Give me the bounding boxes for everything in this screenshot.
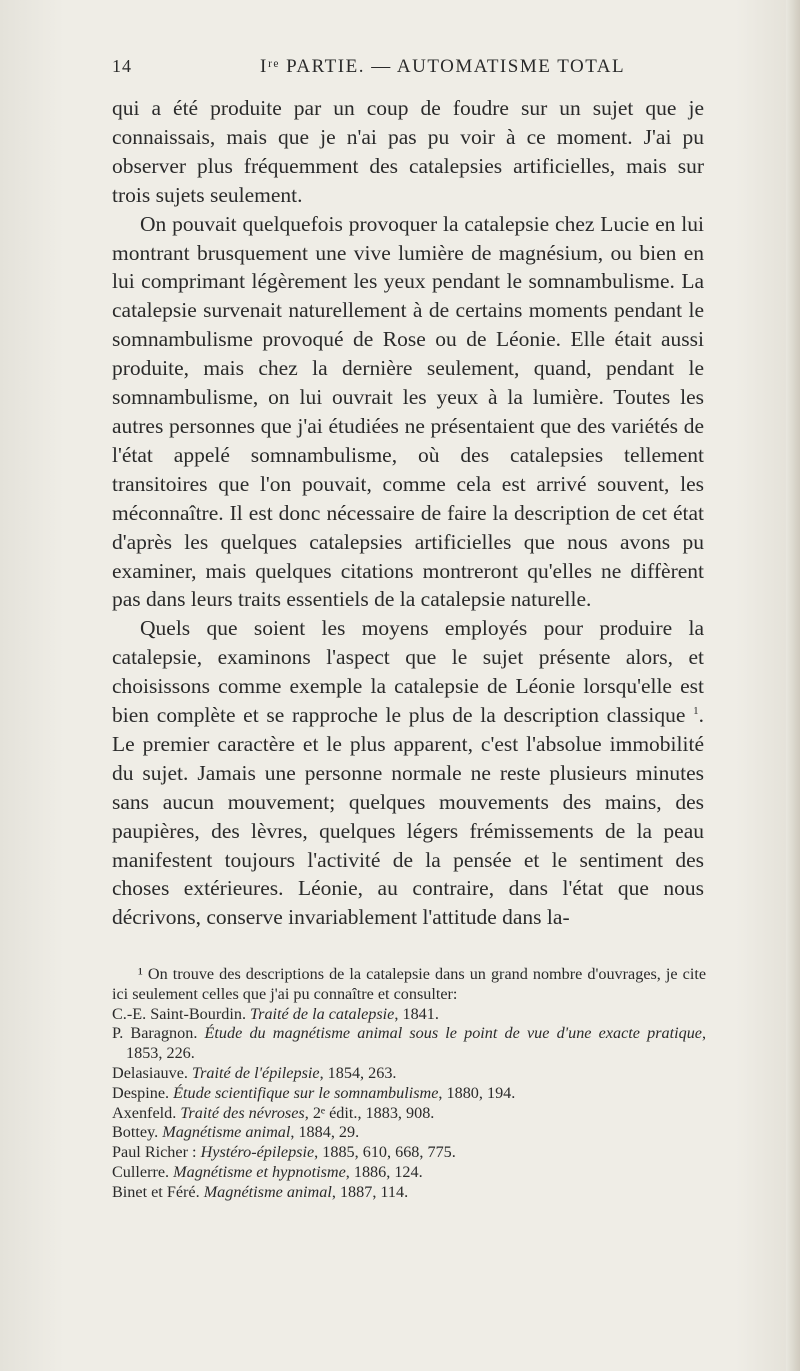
bibliography-entry: C.-E. Saint-Bourdin. Traité de la catalepsie, 1841. (112, 1004, 439, 1023)
paragraph-3 (112, 614, 704, 932)
footnote-reference-mark: 1 (693, 704, 699, 717)
running-header (112, 56, 712, 84)
footnote-intro (112, 965, 706, 1005)
paragraph-2: On pouvait quelquefois provoquer la catalepsie chez Lucie en lui montrant brusquement une vive lumière de magnésium, ou bien en lui comprimant légèrement les yeux pendant le somnambulisme. La catalepsie survenait naturellement à de certains moments pendant le somnambulisme provoqué de Rose ou de Léonie. Elle était aussi produite, mais chez la dernière seulement, quand, pendant le somnambulisme, on lui ouvrait les yeux à la lumière. Toutes les autres personnes que j'ai étudiées ne présentaient que des variétés de l'état appelé somnambulisme, où des catalepsies tellement transitoires que l'on pouvait, comme cela est arrivé souvent, les méconnaître. Il est donc nécessaire de faire la description de cet état d'après les quelques catalepsies artificielles que nous avons pu examiner, mais quelques citations montreront qu'elles ne diffèrent pas dans leurs traits essentiels de la catalepsie naturelle. (112, 211, 704, 612)
bibliography-entry: Delasiauve. Traité de l'épilepsie, 1854, 263. (112, 1063, 397, 1082)
page-number: 14 (112, 56, 132, 76)
bibliography-entry: Cullerre. Magnétisme et hypnotisme, 1886, 124. (112, 1162, 423, 1181)
paragraph-3-text-a: Quels que soient les moyens employés pour produire la catalepsie, examinons l'aspect que le sujet présente alors, et choisissons comme exemple la catalepsie de Léonie lorsqu'elle est bien complète et se rapproche le plus de la description classique (112, 616, 704, 728)
main-text (112, 94, 704, 932)
bibliography-entry: Axenfeld. Traité des névroses, 2ᵉ édit., 1883, 908. (112, 1103, 435, 1122)
page-edge-shadow (786, 0, 800, 1371)
paragraph-1: qui a été produite par un coup de foudre sur un sujet que je connaissais, mais que je n'ai pas pu voir à ce moment. J'ai pu observer plus fréquemment des catalepsies artificielles, mais sur trois sujets seulement. (112, 96, 704, 207)
paragraph-3-text-b: . Le premier caractère et le plus apparent, c'est l'absolue immobilité du sujet. Jamais une personne normale ne reste plusieurs minutes sans aucun mouvement; quelques mouvements des mains, des paupières, des lèvres, quelques légers frémissements de la peau manifestent toujours l'activité de la pensée et le sentiment des choses extérieures. Léonie, au contraire, dans l'état que nous décrivons, conserve invariablement l'attitude dans la- (112, 703, 705, 930)
footnote-block (112, 965, 706, 1203)
bibliography-entry: Bottey. Magnétisme animal, 1884, 29. (112, 1123, 360, 1142)
footnote-mark: ¹ (138, 965, 143, 983)
bibliography-entry: Despine. Étude scientifique sur le somnambulisme, 1880, 194. (112, 1083, 516, 1102)
bibliography-entry: P. Baragnon. Étude du magnétisme animal sous le point de vue d'une exacte pratique, 1853, 226. (112, 1024, 707, 1063)
bibliography-entry: Binet et Féré. Magnétisme animal, 1887, 114. (112, 1182, 409, 1201)
running-title: Iʳᵉ PARTIE. — AUTOMATISME TOTAL (260, 56, 626, 77)
footnote-intro-text: On trouve des descriptions de la catalepsie dans un grand nombre d'ouvrages, je cite ici seulement celles que j'ai pu connaître et consulter: (112, 965, 707, 1003)
bibliography-entry: Paul Richer : Hystéro-épilepsie, 1885, 610, 668, 775. (112, 1143, 456, 1162)
